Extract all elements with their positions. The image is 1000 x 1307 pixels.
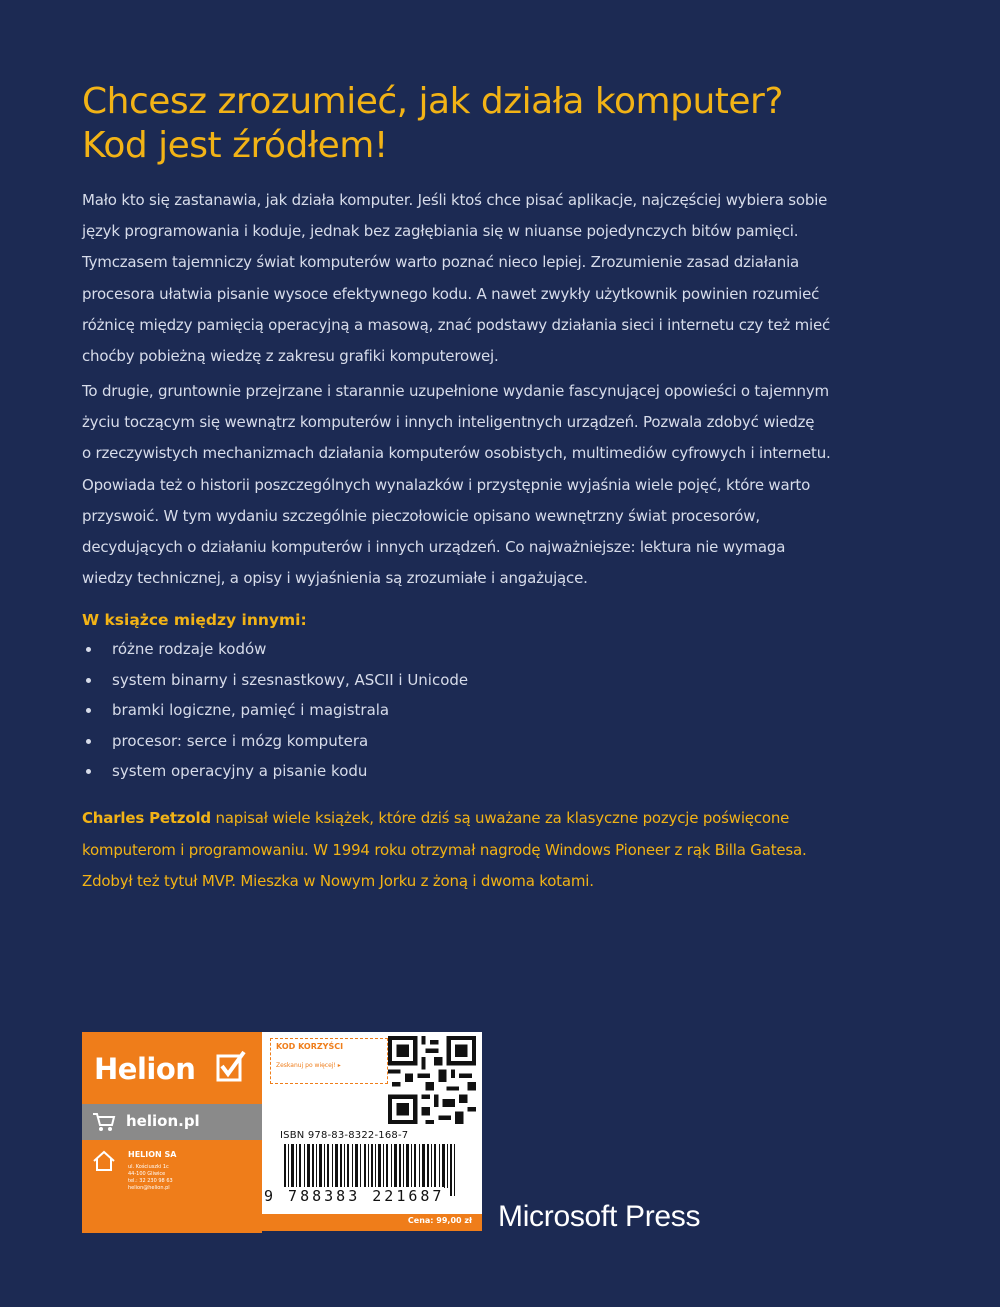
address-line: tel.: 32 230 98 63 — [128, 1178, 173, 1184]
paragraph-line: życiu toczącym się wewnątrz komputerów i innych inteligentnych urządzeń. Pozwala zdobyć wiedzę — [82, 413, 815, 432]
paragraph-line: Mało kto się zastanawia, jak działa komputer. Jeśli ktoś chce pisać aplikacje, najczęściej wybiera sobie — [82, 191, 828, 209]
paragraph-line: To drugie, gruntownie przejrzane i starannie uzupełnione wydanie fascynującej opowieści o tajemnym — [82, 382, 829, 400]
address-line: helion@helion.pl — [128, 1185, 170, 1191]
kod-korzysci-label: KOD KORZYŚCI — [276, 1042, 344, 1051]
list-item — [82, 695, 882, 726]
headline-line-2: Kod jest źródłem! — [82, 125, 388, 166]
bullet-icon — [86, 647, 91, 652]
bio-line-3: Zdobył też tytuł MVP. Mieszka w Nowym Jorku z żoną i dwoma kotami. — [82, 872, 594, 890]
headline-line-1: Chcesz zrozumieć, jak działa komputer? — [82, 81, 783, 122]
price: Cena: 99,00 zł — [407, 1216, 472, 1225]
list-item — [82, 756, 882, 787]
list-item-text: system binarny i szesnastkowy, ASCII i Unicode — [112, 670, 469, 689]
isbn: ISBN 978-83-8322-168-7 — [280, 1130, 409, 1141]
helion-company-name: HELION SA — [128, 1150, 177, 1159]
paragraph-line: język programowania i koduje, jednak bez zagłębiania się w niuanse pojedynczych bitów pamięci. — [82, 222, 799, 241]
paragraph-line: Opowiada też o historii poszczególnych wynalazków i przystępnie wyjaśnia wiele pojęć, które warto — [82, 475, 811, 494]
paragraph-line: Tymczasem tajemniczy świat komputerów warto poznać nieco lepiej. Zrozumienie zasad działania — [82, 253, 800, 272]
helion-logo-area — [82, 1032, 262, 1102]
bio-line-1-rest: napisał wiele książek, które dziś są uważane za klasyczne pozycje poświęcone — [210, 809, 790, 827]
barcode-digits: 9 788383 221687 — [264, 1187, 445, 1205]
author-bio — [82, 803, 932, 898]
helion-checkmark-icon — [216, 1050, 246, 1082]
price-strip — [82, 1214, 482, 1231]
kod-korzysci-sub: Zeskanuj po więcej! ▸ — [276, 1062, 341, 1069]
bullet-icon — [86, 708, 91, 713]
description-paragraph-2 — [82, 376, 922, 594]
list-item — [82, 726, 882, 757]
list-item-text: bramki logiczne, pamięć i magistrala — [112, 701, 390, 719]
helion-logo: Helion — [94, 1052, 196, 1086]
list-item-text: procesor: serce i mózg komputera — [112, 731, 369, 750]
paragraph-line: wiedzy technicznej, a opisy i wyjaśnienia są zrozumiałe i angażujące. — [82, 569, 588, 588]
barcode-block — [262, 1032, 482, 1214]
publisher-logo-microsoft-press: Microsoft Press — [498, 1200, 701, 1233]
address-line: 44-100 Gliwice — [128, 1171, 166, 1177]
shopping-cart-icon — [92, 1112, 116, 1132]
paragraph-line: decydujących o działaniu komputerów i innych urządzeń. Co najważniejsze: lektura nie wymaga — [82, 538, 786, 557]
list-item — [82, 634, 882, 665]
paragraph-line: choćby pobieżną wiedzę z zakresu grafiki komputerowej. — [82, 347, 499, 366]
house-icon — [92, 1150, 116, 1172]
paragraph-line: o rzeczywistych mechanizmach działania komputerów osobistych, multimediów cyfrowych i internetu. — [82, 444, 831, 463]
list-item-text: system operacyjny a pisanie kodu — [112, 762, 368, 780]
qr-code-icon[interactable] — [388, 1036, 476, 1124]
author-name: Charles Petzold — [82, 809, 211, 827]
paragraph-line: różnicę między pamięcią operacyjną a masową, znać podstawy działania sieci i internetu czy też mieć — [82, 315, 831, 334]
headline — [82, 80, 942, 168]
list-item-text: różne rodzaje kodów — [112, 640, 267, 658]
paragraph-line: procesora ułatwia pisanie wysoce efektywnego kodu. A nawet zwykły użytkownik powinien rozumieć — [82, 284, 820, 303]
features-heading: W książce między innymi: — [82, 611, 307, 629]
bullet-icon — [86, 769, 91, 774]
helion-address-row — [82, 1142, 262, 1214]
features-list — [82, 634, 882, 787]
paragraph-line: przyswoić. W tym wydaniu szczególnie pieczołowicie opisano wewnętrzny świat procesorów, — [82, 506, 760, 525]
bullet-icon — [86, 678, 91, 683]
bullet-icon — [86, 739, 91, 744]
bio-line-1 — [82, 803, 932, 835]
list-item — [82, 665, 882, 696]
bio-line-2: komputerom i programowaniu. W 1994 roku otrzymał nagrodę Windows Pioneer z rąk Billa Gatesa. — [82, 840, 807, 859]
helion-website: helion.pl — [126, 1112, 200, 1130]
address-line: ul. Kościuszki 1c — [128, 1164, 169, 1170]
helion-block — [82, 1032, 262, 1233]
description-paragraph-1 — [82, 185, 922, 372]
helion-website-row — [82, 1104, 262, 1140]
